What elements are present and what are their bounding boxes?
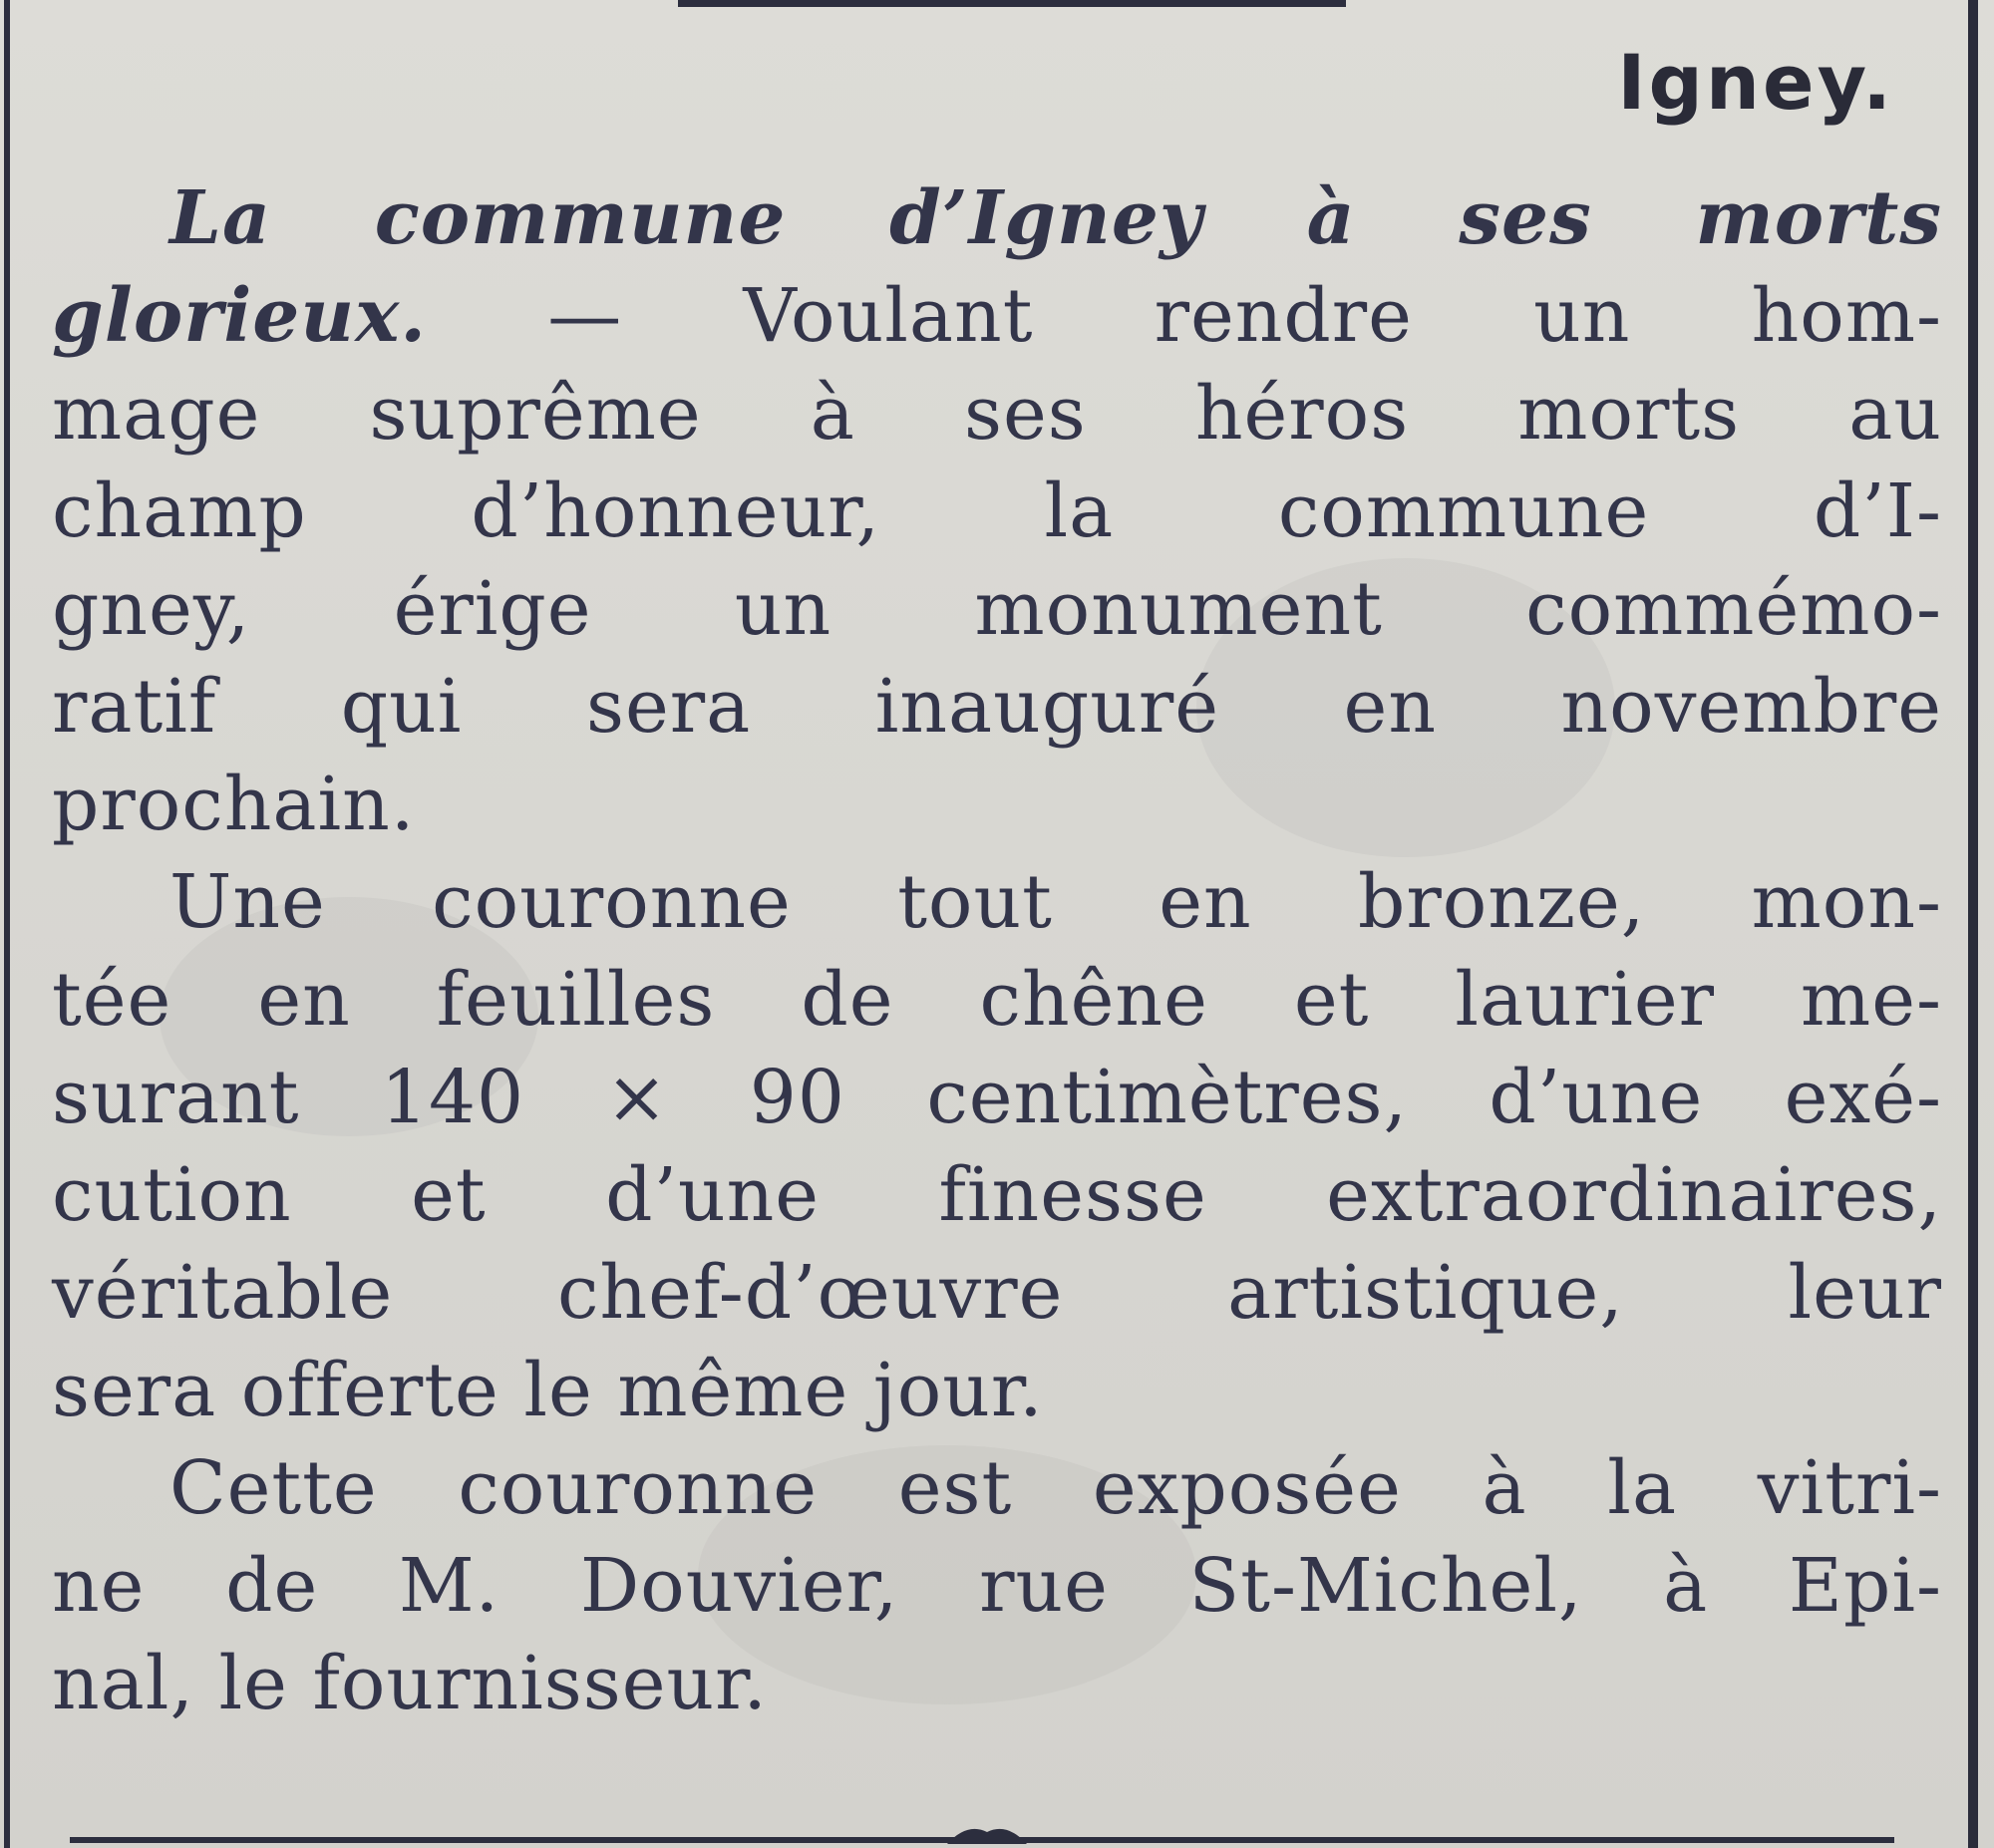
text-line: prochain. [52,762,416,847]
text-line: véritable chef-d’œuvre artistique, leur [52,1250,1942,1336]
text-line: mage suprême à ses héros morts au [52,371,1942,457]
article-body [52,169,1942,1732]
text-line: champ d’honneur, la commune d’I- [52,468,1942,554]
text-line: cution et d’une finesse extraordinaires, [52,1152,1942,1238]
text-line: surant 140 × 90 centimètres, d’une exé- [52,1055,1942,1140]
column-rule-top [678,0,1346,7]
text-line: Cette couronne est exposée à la vitri- [169,1445,1942,1531]
column-rule-right [1968,0,1978,1848]
column-rule-left [4,0,10,1848]
text-line: tée en feuilles de chêne et laurier me- [52,957,1942,1043]
lead-title: La commune d’Igney à ses morts [169,175,1942,261]
text-line: sera offerte le même jour. [52,1348,1044,1433]
text-line: nal, le fournisseur. [52,1641,768,1726]
article-heading: Igney. [1617,38,1894,127]
paragraph [52,169,1942,853]
rule-ornament-icon [937,1818,1037,1848]
paragraph [52,853,1942,1439]
text-line: ne de M. Douvier, rue St-Michel, à Epi- [52,1543,1942,1629]
paragraph [52,1439,1942,1732]
text-line: ratif qui sera inauguré en novembre [52,664,1942,750]
text-line [52,169,1942,267]
text-line: glorieux. — Voulant rendre un hom- [52,273,1942,359]
lead-title: glorieux. [52,273,428,359]
text-line: gney, érige un monument commémo- [52,566,1942,652]
text-line: Une couronne tout en bronze, mon- [169,859,1942,945]
